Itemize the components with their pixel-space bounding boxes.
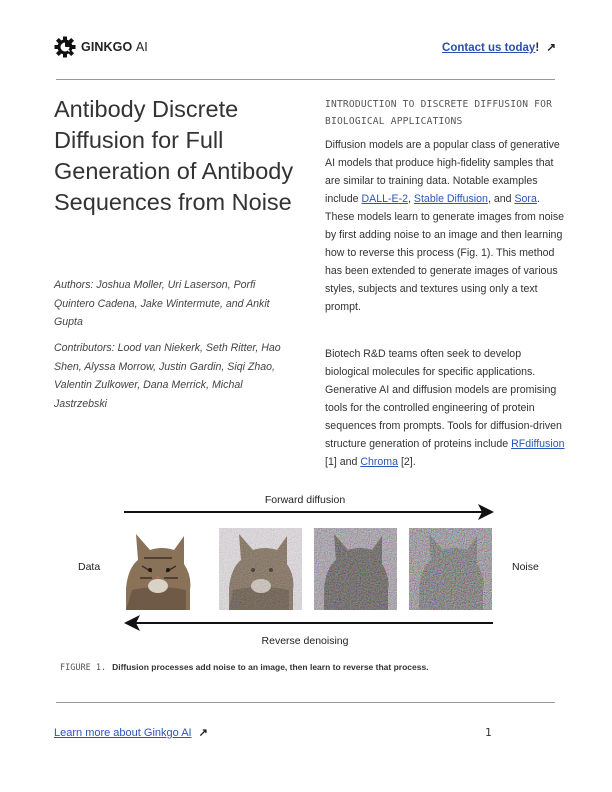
para2-text-1: Biotech R&D teams often seek to develop biological molecules for specific applications. Generative AI and diffusion models are promising tools for the controlled engineering of protein sequences from prompts. Tools for diffusion-driven structure generation of proteins include [325, 348, 562, 450]
dalle-link[interactable]: DALL-E-2 [361, 193, 409, 205]
para1-text-4: . These models learn to generate images from noise by first adding noise to an image and then learning how to reverse this process (Fig. 1). This method has been extended to generate images of various styles, subjects and textures using only a text prompt. [325, 193, 565, 313]
para1-text-2: , [408, 193, 414, 205]
forward-diffusion-label: Forward diffusion [264, 494, 346, 506]
logo-text: GINKGO [81, 40, 133, 54]
intro-paragraph-1 [325, 136, 565, 316]
learn-more-link[interactable]: Learn more about Ginkgo AI [54, 727, 192, 739]
chroma-link[interactable]: Chroma [360, 456, 399, 468]
data-label: Data [78, 561, 101, 573]
learn-more [54, 726, 208, 739]
page-title: Antibody Discrete Diffusion for Full Generation of Antibody Sequences from Noise [54, 96, 294, 215]
arrow-up-right-icon: ↗ [198, 727, 208, 739]
stable-diffusion-link[interactable]: Stable Diffusion [413, 193, 488, 205]
contact-link[interactable]: Contact us today [442, 42, 536, 54]
para1-text-3: , and [487, 193, 515, 205]
rfdiffusion-link[interactable]: RFdiffusion [511, 438, 565, 450]
forward-arrow [124, 504, 494, 520]
footer-divider [56, 702, 555, 703]
contact-suffix: ! [535, 42, 540, 54]
ginkgo-gear-icon [54, 36, 76, 58]
sora-link[interactable]: Sora [514, 193, 537, 205]
cat-image-noise-high [409, 528, 492, 610]
section-heading: INTRODUCTION TO DISCRETE DIFFUSION FOR BIOLOGICAL APPLICATIONS [325, 99, 553, 127]
ginkgo-logo[interactable] [54, 36, 148, 58]
reverse-denoising-label: Reverse denoising [261, 635, 349, 647]
cat-image-clean [126, 534, 190, 610]
cat-image-noise-low [219, 528, 302, 610]
reverse-arrow [124, 615, 493, 631]
figure-diffusion [60, 488, 560, 653]
para2-text-3: [2]. [398, 456, 416, 468]
arrow-up-right-icon: ↗ [546, 42, 556, 54]
intro-paragraph-2 [325, 345, 565, 471]
noise-label: Noise [512, 561, 539, 573]
contributors: Contributors: Lood van Niekerk, Seth Ritter, Hao Shen, Alyssa Morrow, Justin Gardin, Siqi Zhao, Valentin Zulkower, Dana Merrick, Michal Jastrzebski [54, 342, 281, 410]
logo-wordmark [81, 40, 148, 54]
para1-text-1: Diffusion models are a popular class of generative AI models that produce high-fidelity samples that are similar to training data. Notable examples include [325, 139, 560, 205]
para2-text-2: [1] and [325, 456, 361, 468]
contact-cta [442, 40, 556, 54]
cat-image-noise-mid [314, 528, 397, 610]
figure-caption [60, 662, 429, 673]
header-divider [56, 79, 555, 80]
authors: Authors: Joshua Moller, Uri Laserson, Porfi Quintero Cadena, Jake Wintermute, and Ankit Gupta [54, 279, 270, 328]
logo-suffix: AI [135, 40, 148, 54]
page-number: 1 [485, 726, 492, 739]
caption-number: FIGURE 1. [60, 663, 107, 673]
diffusion-diagram [60, 488, 560, 653]
caption-text: Diffusion processes add noise to an image, then learn to reverse that process. [112, 662, 429, 672]
